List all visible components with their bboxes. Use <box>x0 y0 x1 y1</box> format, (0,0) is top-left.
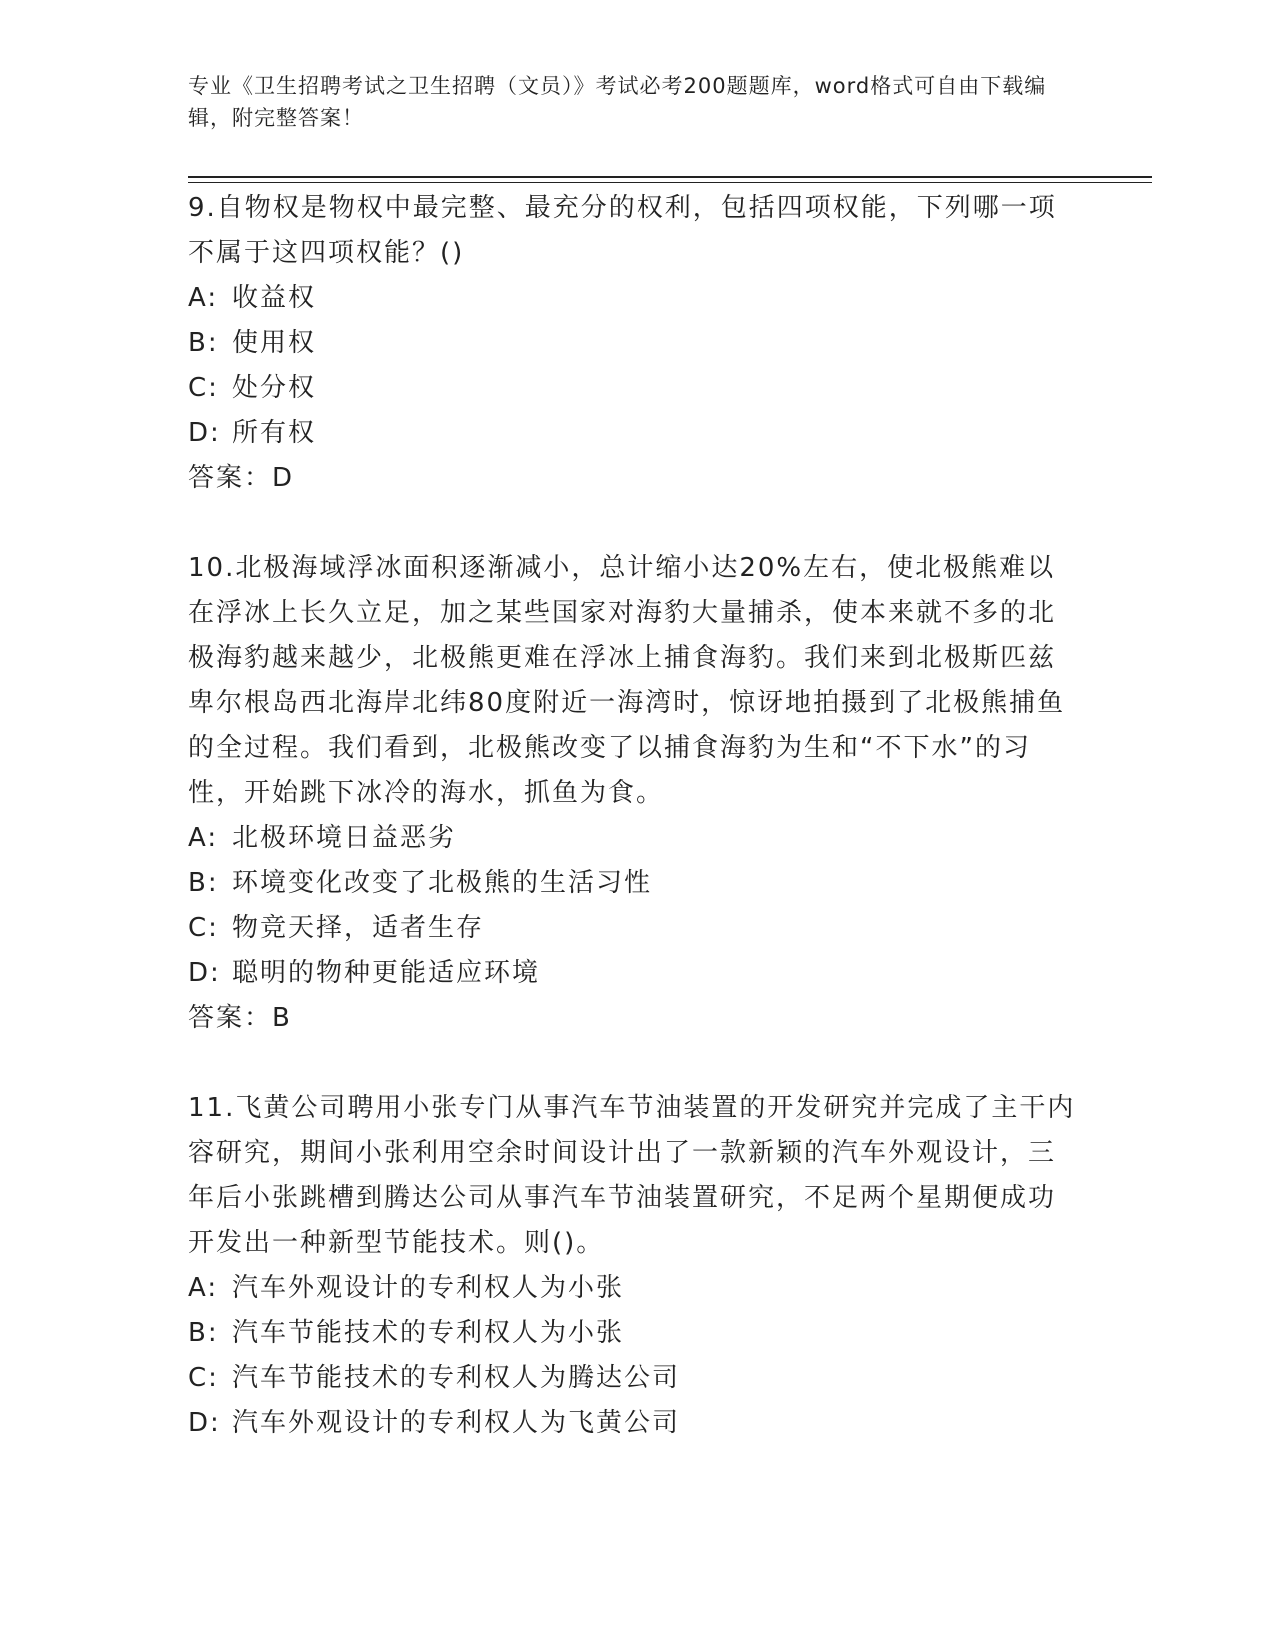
option-text: 收益权 <box>232 283 317 313</box>
option-key: B: <box>188 868 219 898</box>
option-b <box>188 321 1078 366</box>
question-stem: 11.飞黄公司聘用小张专门从事汽车节油装置的开发研究并完成了主干内容研究，期间小张利用空余时间设计出了一款新颖的汽车外观设计，三年后小张跳槽到腾达公司从事汽车节油装置研究，不足两个星期便成功开发出一种新型节能技术。则()。 <box>188 1093 1076 1258</box>
header-rule-thick <box>188 176 1152 178</box>
question-spacer <box>188 501 1078 546</box>
option-text: 使用权 <box>232 328 317 358</box>
option-text: 处分权 <box>232 373 317 403</box>
option-text: 北极环境日益恶劣 <box>232 823 457 853</box>
option-text: 所有权 <box>232 418 317 448</box>
answer-line: 答案：D <box>188 463 295 493</box>
option-key: D: <box>188 1408 221 1438</box>
option-d <box>188 1401 1078 1446</box>
option-d <box>188 411 1078 456</box>
question-9 <box>188 186 1078 501</box>
option-b <box>188 861 1078 906</box>
option-c <box>188 366 1078 411</box>
question-stem: 10.北极海域浮冰面积逐渐减小，总计缩小达20%左右，使北极熊难以在浮冰上长久立足，加之某些国家对海豹大量捕杀，使本来就不多的北极海豹越来越少，北极熊更难在浮冰上捕食海豹。我们来到北极斯匹兹卑尔根岛西北海岸北纬80度附近一海湾时，惊讶地拍摄到了北极熊捕鱼的全过程。我们看到，北极熊改变了以捕食海豹为生和“不下水”的习性，开始跳下冰冷的海水，抓鱼为食。 <box>188 553 1066 808</box>
option-key: C: <box>188 913 219 943</box>
option-key: A: <box>188 823 219 853</box>
option-text: 聪明的物种更能适应环境 <box>232 958 541 988</box>
option-b <box>188 1311 1078 1356</box>
option-key: D: <box>188 418 221 448</box>
option-key: C: <box>188 373 219 403</box>
question-11 <box>188 1086 1078 1446</box>
option-key: A: <box>188 283 219 313</box>
question-spacer <box>188 1041 1078 1086</box>
option-a <box>188 816 1078 861</box>
option-key: B: <box>188 1318 219 1348</box>
option-text: 环境变化改变了北极熊的生活习性 <box>232 868 653 898</box>
option-text: 汽车节能技术的专利权人为小张 <box>232 1318 625 1348</box>
question-list <box>188 186 1078 1446</box>
option-text: 物竞天择，适者生存 <box>232 913 485 943</box>
option-d <box>188 951 1078 996</box>
answer-line: 答案：B <box>188 1003 292 1033</box>
option-c <box>188 1356 1078 1401</box>
option-text: 汽车节能技术的专利权人为腾达公司 <box>232 1363 681 1393</box>
option-text: 汽车外观设计的专利权人为飞黄公司 <box>232 1408 681 1438</box>
option-c <box>188 906 1078 951</box>
option-text: 汽车外观设计的专利权人为小张 <box>232 1273 625 1303</box>
document-header: 专业《卫生招聘考试之卫生招聘（文员）》考试必考200题题库，word格式可自由下载编辑，附完整答案！ <box>188 74 1047 130</box>
option-key: B: <box>188 328 219 358</box>
option-a <box>188 1266 1078 1311</box>
question-10 <box>188 546 1078 1041</box>
option-key: D: <box>188 958 221 988</box>
option-key: C: <box>188 1363 219 1393</box>
option-key: A: <box>188 1273 219 1303</box>
header-rule-thin <box>188 182 1152 183</box>
question-stem: 9.自物权是物权中最完整、最充分的权利，包括四项权能，下列哪一项不属于这四项权能？() <box>188 193 1057 268</box>
option-a <box>188 276 1078 321</box>
